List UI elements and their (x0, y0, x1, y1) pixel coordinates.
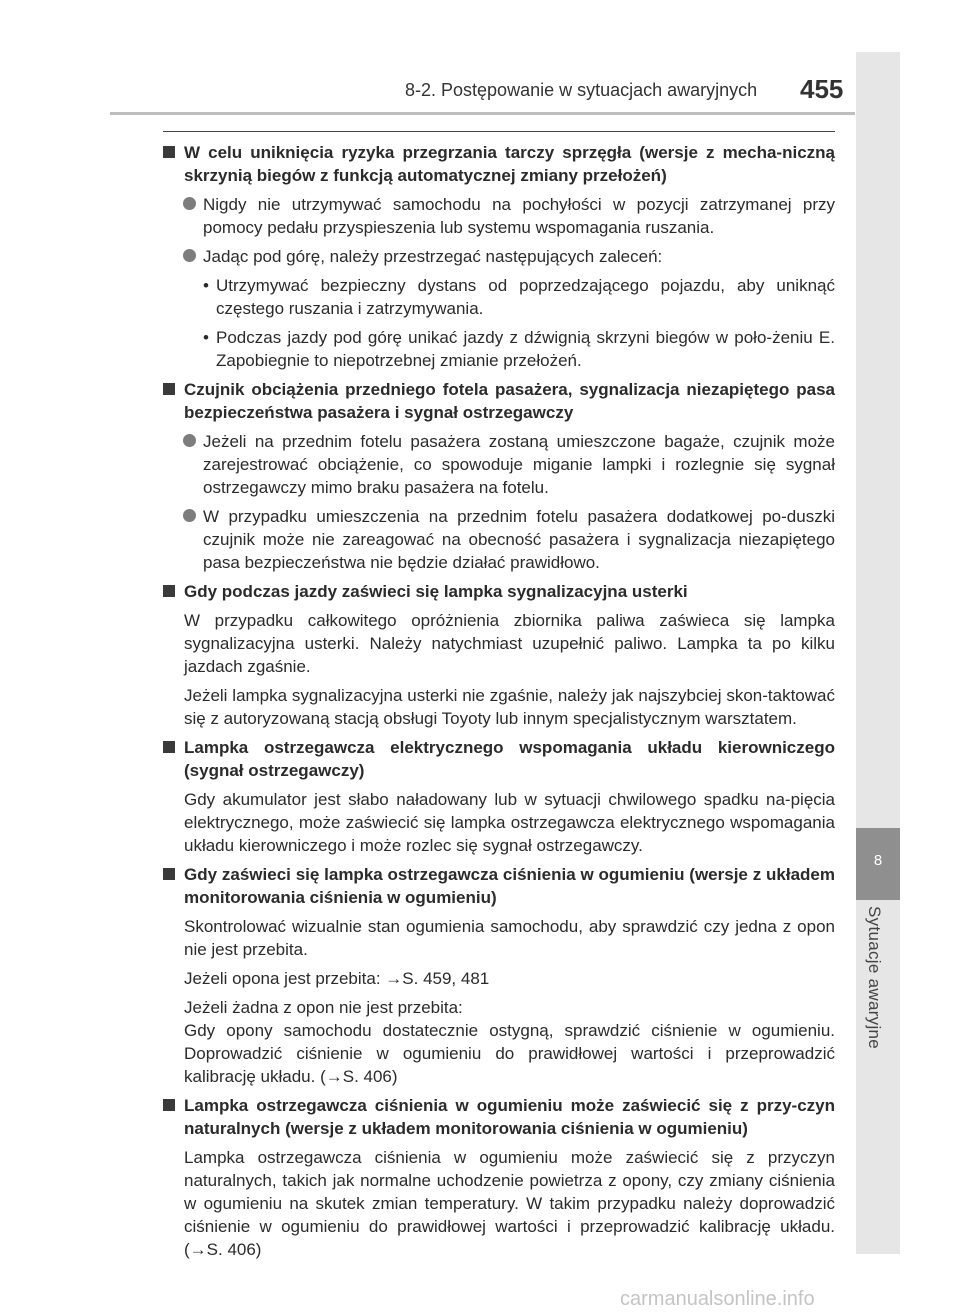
bullet-item: Jadąc pod górę, należy przestrzegać następujących zaleceń: (163, 245, 835, 268)
round-bullet-icon (183, 434, 196, 447)
paragraph: Jeżeli żadna z opon nie jest przebita: (184, 998, 463, 1017)
content-top-rule (163, 131, 835, 132)
header-divider (110, 112, 855, 115)
round-bullet-icon (183, 197, 196, 210)
page-number: 455 (800, 74, 844, 104)
small-bullet-icon: • (203, 276, 209, 295)
bullet-item: Jeżeli na przednim fotelu pasażera zostaną umieszczone bagaże, czujnik może zarejestrować obciążenie, co spowoduje miganie lampki i rozlegnie się sygnał ostrzegawczy mimo braku pasażera na fotelu. (163, 430, 835, 499)
bullet-item: Nigdy nie utrzymywać samochodu na pochyłości w pozycji zatrzymanej przy pomocy pedału przyspieszenia lub systemu wspomagania ruszania. (163, 193, 835, 239)
paragraph: Gdy opony samochodu dostatecznie ostygną, sprawdzić ciśnienie w ogumieniu. Doprowadzić ciśnienie w ogumieniu do prawidłowej wartości i przeprowadzić kalibrację układu. (→S. 406) (184, 1021, 835, 1086)
sub-bullet-item: • Utrzymywać bezpieczny dystans od poprzedzającego pojazdu, aby uniknąć częstego ruszania i zatrzymywania. (203, 276, 835, 318)
paragraph: Skontrolować wizualnie stan ogumienia samochodu, aby sprawdzić czy jedna z opon nie jest przebita. (184, 917, 835, 959)
chapter-side-tab (856, 52, 900, 1254)
section-heading: Gdy podczas jazdy zaświeci się lampka sygnalizacyjna usterki (163, 580, 835, 603)
square-bullet-icon (163, 585, 175, 597)
paragraph: Lampka ostrzegawcza ciśnienia w ogumieniu może zaświecić się z przyczyn naturalnych, takich jak normalne uchodzenie powietrza z opony, czy zmiany ciśnienia w ogumieniu na skutek zmian temperatury. W takim przypadku należy doprowadzić ciśnienie w ogumieniu do prawidłowej wartości i przeprowadzić kalibrację układu. (→S. 406) (184, 1148, 835, 1259)
paragraph: Jeżeli lampka sygnalizacyjna usterki nie zgaśnie, należy jak najszybciej skon-taktować się z autoryzowaną stacją obsługi Toyoty lub innym specjalistycznym warsztatem. (184, 686, 835, 728)
round-bullet-icon (183, 249, 196, 262)
chapter-number: 8 (873, 852, 883, 869)
section-heading: W celu uniknięcia ryzyka przegrzania tarczy sprzęgła (wersje z mecha-niczną skrzynią biegów z funkcją automatycznej zmiany przełożeń) (163, 141, 835, 187)
paragraph: W przypadku całkowitego opróżnienia zbiornika paliwa zaświeca się lampka sygnalizacyjna usterki. Należy natychmiast uzupełnić paliwo. Lampka ta po kilku jazdach zgaśnie. (184, 611, 835, 676)
page-header-title: 8-2. Postępowanie w sytuacjach awaryjnych (405, 80, 758, 100)
round-bullet-icon (183, 509, 196, 522)
square-bullet-icon (163, 383, 175, 395)
square-bullet-icon (163, 868, 175, 880)
square-bullet-icon (163, 741, 175, 753)
section-heading: Czujnik obciążenia przedniego fotela pasażera, sygnalizacja niezapiętego pasa bezpieczeństwa pasażera i sygnał ostrzegawczy (163, 378, 835, 424)
bullet-item: W przypadku umieszczenia na przednim fotelu pasażera dodatkowej po-duszki czujnik może nie zareagować na obecność pasażera i sygnalizacja niezapiętego pasa bezpieczeństwa nie będzie działać prawidłowo. (163, 505, 835, 574)
paragraph: Jeżeli opona jest przebita: →S. 459, 481 (184, 969, 490, 988)
square-bullet-icon (163, 1099, 175, 1111)
page-content (163, 141, 835, 1267)
section-heading: Lampka ostrzegawcza ciśnienia w ogumieniu może zaświecić się z przy-czyn naturalnych (wersje z układem monitorowania ciśnienia w ogumieniu) (163, 1094, 835, 1140)
small-bullet-icon: • (203, 328, 209, 347)
sub-bullet-item: • Podczas jazdy pod górę unikać jazdy z dźwignią skrzyni biegów w poło-żeniu E. Zapobiegnie to niepotrzebnej zmianie przełożeń. (203, 328, 835, 370)
section-heading: Lampka ostrzegawcza elektrycznego wspomagania układu kierowniczego (sygnał ostrzegawczy) (163, 736, 835, 782)
watermark: carmanualsonline.info (620, 1288, 815, 1310)
section-heading: Gdy zaświeci się lampka ostrzegawcza ciśnienia w ogumieniu (wersje z układem monitorowania ciśnienia w ogumieniu) (163, 863, 835, 909)
paragraph: Gdy akumulator jest słabo naładowany lub w sytuacji chwilowego spadku na-pięcia elektrycznego, może zaświecić się lampka ostrzegawcza elektrycznego wspomagania układu kierowniczego i może rozlec się sygnał ostrzegawczy. (184, 790, 835, 855)
square-bullet-icon (163, 146, 175, 158)
chapter-label: Sytuacje awaryjne (865, 906, 884, 1050)
